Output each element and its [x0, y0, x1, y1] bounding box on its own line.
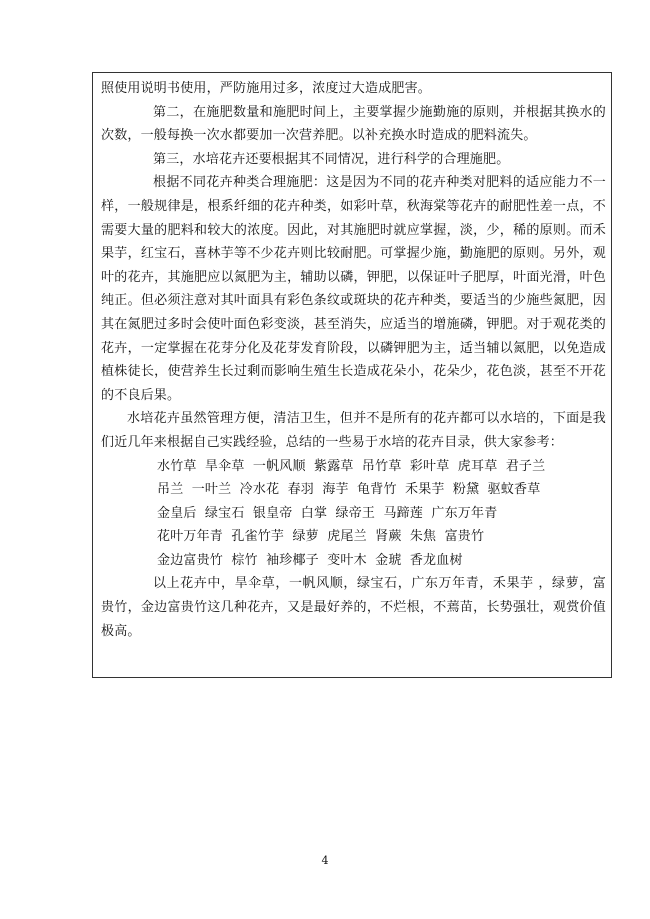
paragraph-second-point: 第二，在施肥数量和施肥时间上，主要掌握少施勤施的原则，并根据其换水的次数，一般每换一次水都要加一次营养肥。以补充换水时造成的肥料流失。: [101, 104, 606, 144]
document-body: [101, 77, 606, 643]
plant-list-line-2: 吊兰 一叶兰 冷水花 春羽 海芋 龟背竹 禾果芋 粉黛 驱蚊香草: [157, 482, 541, 498]
paragraph-hydroponic-intro: 水培花卉虽然管理方便，清洁卫生，但并不是所有的花卉都可以水培的，下面是我们近几年来根据自己实践经验，总结的一些易于水培的花卉目录，供大家参考：: [101, 411, 606, 450]
plant-list-line-1: 水竹草 旱伞草 一帆风顺 紫露草 吊竹草 彩叶草 虎耳草 君子兰: [157, 458, 546, 474]
paragraph-closing-summary: 以上花卉中，旱伞草，一帆风顺，绿宝石，广东万年青，禾果芋 ，绿萝，富贵竹，金边富贵竹这几种花卉，又是最好养的，不烂根，不蔫苗，长势强壮，观赏价值极高。: [101, 576, 606, 639]
paragraph-third-point: 第三，水培花卉还要根据其不同情况，进行科学的合理施肥。: [153, 151, 510, 167]
plant-list-line-5: 金边富贵竹 棕竹 袖珍椰子 变叶木 金琥 香龙血树: [157, 552, 463, 568]
plant-list-line-4: 花叶万年青 孔雀竹芋 绿萝 虎尾兰 肾蕨 朱焦 富贵竹: [157, 529, 485, 545]
page-number: 4: [321, 854, 329, 867]
plant-list-line-3: 金皇后 绿宝石 银皇帝 白掌 绿帝王 马蹄莲 广东万年青: [157, 505, 498, 521]
paragraph-fertilizer-note: 照使用说明书使用，严防施用过多，浓度过大造成肥害。: [101, 81, 432, 96]
paragraph-fertilizing-by-type: 根据不同花卉种类合理施肥：这是因为不同的花卉种类对肥料的适应能力不一样，一般规律是，根系纤细的花卉种类，如彩叶草，秋海棠等花卉的耐肥性差一点，不需要大量的肥料和较大的浓度。因此，对其施肥时就应掌握，淡，少，稀的原则。而禾果芋，红宝石，喜林芋等不少花卉则比较耐肥。可掌握少施，勤施肥的原则。另外，观叶的花卉，其施肥应以氮肥为主，辅助以磷，钾肥，以保证叶子肥厚，叶面光滑，叶色纯正。但必须注意对其叶面具有彩色条纹或斑块的花卉种类，要适当的少施些氮肥，因其在氮肥过多时会使叶面色彩变淡，甚至消失，应适当的增施磷，钾肥。对于观花类的花卉，一定掌握在花芽分化及花芽发育阶段，以磷钾肥为主，适当辅以氮肥，以免造成植株徒长，使营养生长过剩而影响生殖生长造成花朵小，花朵少，花色淡，甚至不开花的不良后果。: [101, 175, 606, 403]
